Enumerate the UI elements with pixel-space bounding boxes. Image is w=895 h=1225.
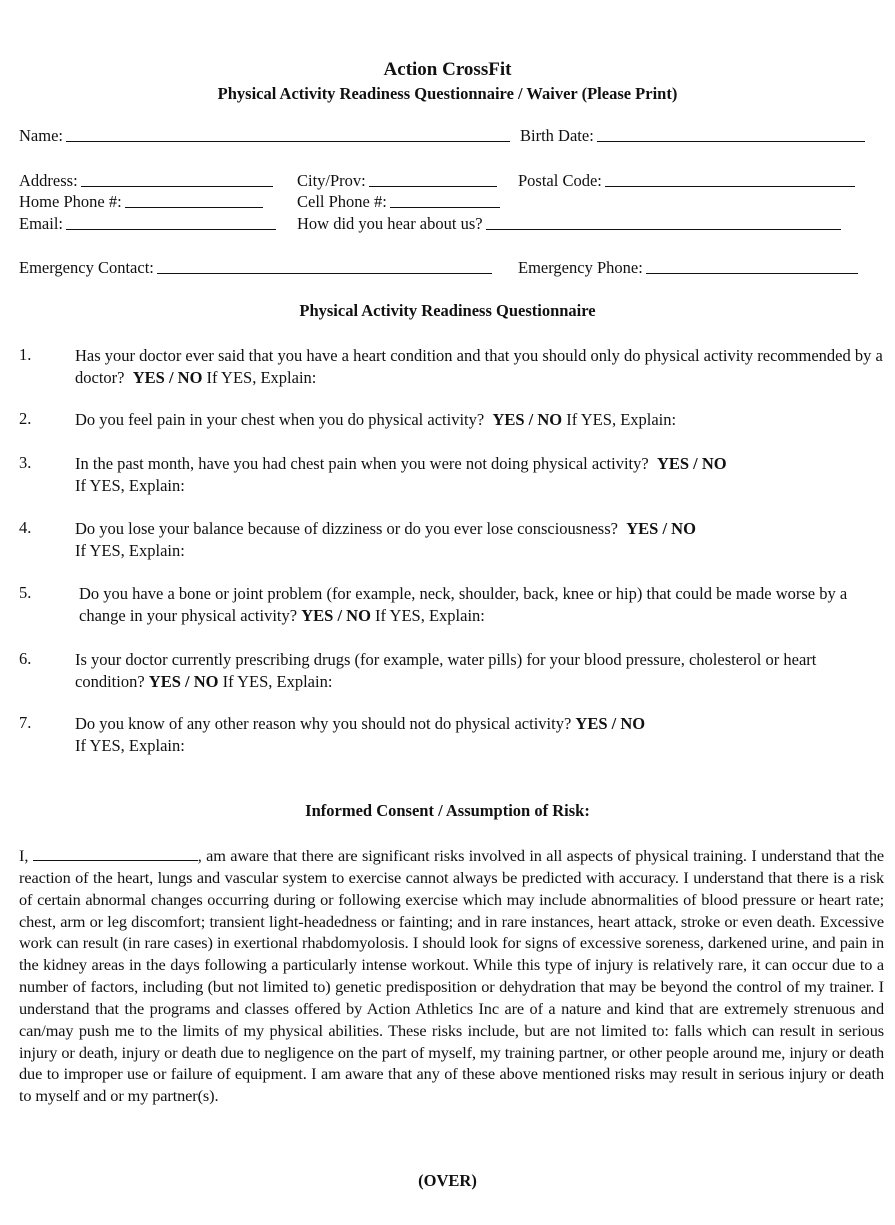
address-label: Address: [19,171,78,190]
question-7: Do you know of any other reason why you should not do physical activity? YES / NO If YES, Explain: [75,714,646,755]
address-field[interactable] [19,171,273,191]
question-number: 5. [19,583,32,602]
email-label: Email: [19,214,63,233]
emergency-contact-field[interactable] [19,258,492,278]
birth-date-field[interactable] [520,126,865,146]
document-title: Action CrossFit [383,59,512,80]
emergency-contact-label: Emergency Contact: [19,258,154,277]
over-indicator: (OVER) [418,1171,477,1190]
yes-no-option[interactable]: YES / NO [301,606,371,625]
explain-label: If YES, Explain: [566,410,677,429]
home-phone-input-line[interactable] [125,207,263,208]
yes-no-option[interactable]: YES / NO [626,519,696,538]
consent-name-line[interactable] [33,848,198,861]
explain-label: If YES, Explain: [75,476,185,495]
document-subtitle: Physical Activity Readiness Questionnaire / Waiver (Please Print) [217,84,678,103]
postal-code-field[interactable] [518,171,855,191]
how-hear-field[interactable] [297,214,841,234]
name-input-line[interactable] [66,141,510,142]
postal-code-label: Postal Code: [518,171,602,190]
question-1: Has your doctor ever said that you have a heart condition and that you should only do physical activity recommended by a doctor? YES / NO If YES, Explain: [75,346,883,387]
question-number: 6. [19,649,32,668]
questionnaire-heading: Physical Activity Readiness Questionnaire [299,301,596,320]
question-3: In the past month, have you had chest pain when you were not doing physical activity? YES / NO If YES, Explain: [75,454,727,495]
emergency-phone-label: Emergency Phone: [518,258,643,277]
email-field[interactable] [19,214,276,234]
emergency-contact-input-line[interactable] [157,273,492,274]
emergency-phone-input-line[interactable] [646,273,858,274]
home-phone-field[interactable] [19,192,263,212]
consent-paragraph: I, , am aware that there are significant risks involved in all aspects of physical training. I understand that the reaction of the heart, lungs and vascular system to exercise cannot always be predicted with accuracy. I understand that there is a risk of certain abnormal changes occurring during or following exercise which may include abnormalities of blood pressure or heart rate; chest, arm or leg discomfort; transient light-headedness or fainting; and in rare instances, heart attack, stroke or even death. Excessive work can result (in rare cases) in exertional rhabdomyolosis. I should look for signs of excessive soreness, darkened urine, and pain in the kidney areas in the days following a particularly intense workout. While this type of injury is relatively rare, it can occur due to a number of factors, including (but not limited to) genetic predisposition or dehydration that may be beyond the control of my trainer. I understand that the programs and classes offered by Action Athletics Inc are of a nature and kind that are extremely strenuous and can/may push me to the limits of my physical abilities. These risks include, but are not limited to: falls which can result in serious injury or death, injury or death due to negligence on the part of myself, my training partner, or other people around me, injury or death due to improper use or failure of equipment. I am aware that any of these above mentioned risks may result in serious injury or death to myself and or my partner(s). [19,846,884,1106]
yes-no-option[interactable]: YES / NO [656,454,727,473]
yes-no-option[interactable]: YES / NO [132,368,203,387]
city-prov-input-line[interactable] [369,186,497,187]
how-hear-label: How did you hear about us? [297,214,483,233]
question-6: Is your doctor currently prescribing drugs (for example, water pills) for your blood pressure, cholesterol or heart condition? YES / NO If YES, Explain: [75,650,817,691]
home-phone-label: Home Phone #: [19,192,122,211]
emergency-phone-field[interactable] [518,258,858,278]
city-prov-label: City/Prov: [297,171,366,190]
yes-no-option[interactable]: YES / NO [575,714,646,733]
question-number: 2. [19,409,32,428]
explain-label: If YES, Explain: [75,736,185,755]
city-prov-field[interactable] [297,171,497,191]
question-number: 3. [19,453,32,472]
explain-label: If YES, Explain: [375,606,485,625]
email-input-line[interactable] [66,229,276,230]
explain-label: If YES, Explain: [206,368,317,387]
question-number: 7. [19,713,32,732]
yes-no-option[interactable]: YES / NO [492,410,563,429]
cell-phone-label: Cell Phone #: [297,192,387,211]
question-2: Do you feel pain in your chest when you do physical activity? YES / NO If YES, Explain: [75,410,677,429]
how-hear-input-line[interactable] [486,229,841,230]
name-label: Name: [19,126,63,145]
birth-date-input-line[interactable] [597,141,865,142]
address-input-line[interactable] [81,186,273,187]
consent-heading: Informed Consent / Assumption of Risk: [305,801,590,820]
explain-label: If YES, Explain: [75,541,185,560]
yes-no-option[interactable]: YES / NO [148,672,219,691]
birth-date-label: Birth Date: [520,126,594,145]
postal-code-input-line[interactable] [605,186,855,187]
question-4: Do you lose your balance because of dizziness or do you ever lose consciousness? YES / NO If YES, Explain: [75,519,696,560]
name-field[interactable] [19,126,510,146]
cell-phone-field[interactable] [297,192,500,212]
explain-label: If YES, Explain: [222,672,333,691]
question-number: 4. [19,518,32,537]
cell-phone-input-line[interactable] [390,207,500,208]
question-number: 1. [19,345,32,364]
question-5: Do you have a bone or joint problem (for example, neck, shoulder, back, knee or hip) that could be made worse by a change in your physical activity? YES / NO If YES, Explain: [79,584,848,625]
